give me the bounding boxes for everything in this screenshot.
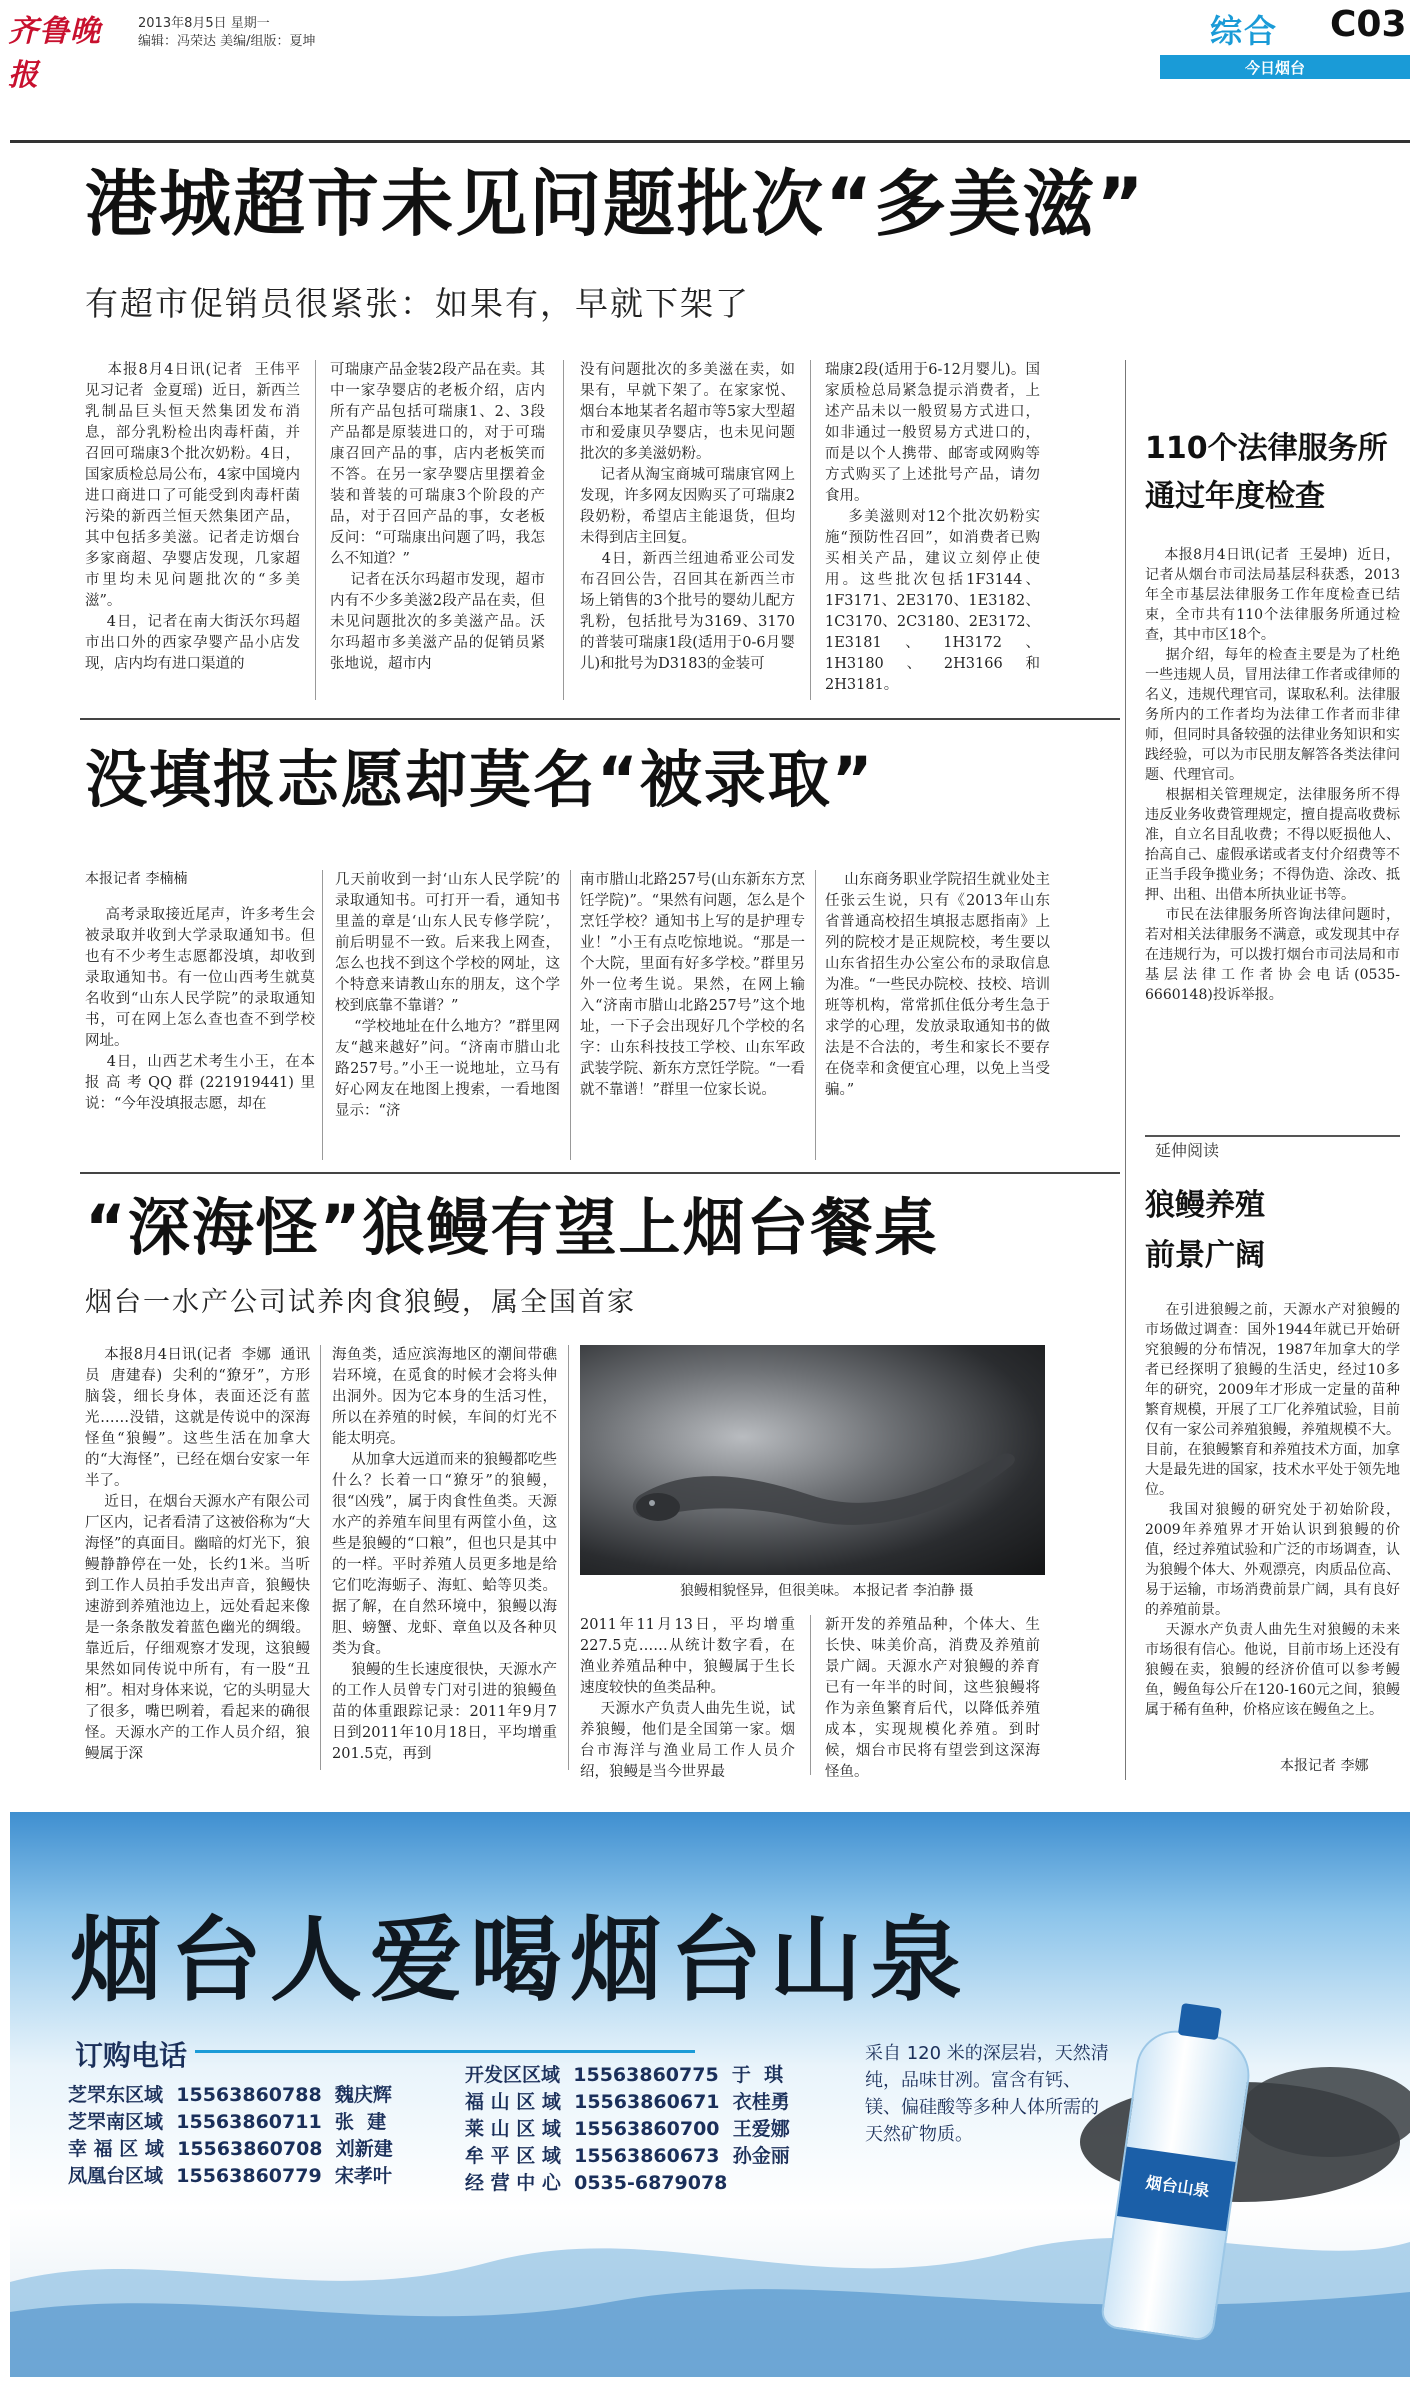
sidebar1-text: 本报8月4日讯(记者 王晏坤) 近日，记者从烟台市司法局基层科获悉，2013年全市基层法律服务工作年度检查已结束，全市共有110个法律服务所通过检查，其中市区18个。 据介绍，每年的检查主要是为了杜绝一些违规人员，冒用法律工作者或律师的名义，违规代理官司，谋取私利。法律服务所内的工作者均为法律工作者而非律师，但同时具备较强的法律业务知识和实践经验，可以为市民朋友解答各类法律问题、代理官司。 根据相关管理规定，法律服务所不得违反业务收费管理规定，擅自提高收费标准，自立名目乱收费；不得以贬损他人、抬高自己、虚假承诺或者支付介绍费等不正当手段争揽业务；不得伪造、涂改、抵押、出租、出借本所执业证书等。 市民在法律服务所咨询法律问题时，若对相关法律服务不满意，或发现其中存在违规行为，可以拨打烟台市司法局和市基层法律工作者协会电话(0535-6660148)投诉举报。 xyxy=(1145,547,1400,1003)
phone-area: 莱 山 区 域 xyxy=(465,2118,561,2140)
article1-subhead: 有超市促销员很紧张：如果有，早就下架了 xyxy=(85,284,750,323)
phone-number: 0535-6879078 xyxy=(574,2172,728,2194)
column-rule xyxy=(315,360,316,700)
phone-number: 15563860711 xyxy=(176,2111,322,2133)
column-rule xyxy=(815,870,816,1160)
phone-row xyxy=(68,2080,392,2107)
bottle-cap xyxy=(1178,2003,1222,2040)
phone-contact: 宋孝叶 xyxy=(334,2165,392,2187)
sidebar2-title-line2: 前景广阔 xyxy=(1145,1238,1265,1273)
ad-headline: 烟台人爱喝烟台山泉 xyxy=(70,1906,971,2014)
phone-contact: 孙金丽 xyxy=(732,2145,790,2167)
phone-area: 经 营 中 心 xyxy=(465,2172,561,2194)
article2-col4: 山东商务职业学院招生就业处主任张云生说，只有《2013年山东省普通高校招生填报志愿指南》上列的院校才是正规院校，考生要以山东省招生办公室公布的录取信息为准。“一些民办院校、技校、培训班等机构，常常抓住低分考生急于求学的心理，发放录取通知书的做法是不合法的，考生和家长不要存在侥幸和贪便宜心理，以免上当受骗。” xyxy=(825,872,1051,1098)
phone-area: 凤凰台区域 xyxy=(68,2165,164,2187)
phone-area: 芝罘东区域 xyxy=(68,2084,164,2106)
article1-col1: 本报8月4日讯(记者 王伟平 见习记者 金夏瑶) 近日，新西兰乳制品巨头恒天然集团发布消息，部分乳粉检出肉毒杆菌，并召回可瑞康3个批次奶粉。4日，国家质检总局公布，4家中国境内进口商进口了可能受到肉毒杆菌污染的新西兰恒天然集团产品，其中包括多美滋。记者走访烟台多家商超、孕婴店发现，几家超市里均未见问题批次的“多美滋”。 4日，记者在南大街沃尔玛超市出口外的西家孕婴产品小店发现，店内均有进口渠道的 xyxy=(85,362,301,672)
article2-byline: 本报记者 李楠楠 xyxy=(85,871,188,887)
article3-subhead: 烟台一水产公司试养肉食狼鳗，属全国首家 xyxy=(85,1287,636,1318)
phone-contact: 王爱娜 xyxy=(732,2118,790,2140)
phone-number: 15563860775 xyxy=(573,2064,719,2086)
photo-caption: 狼鳗相貌怪异，但很美味。 本报记者 李泊静 摄 xyxy=(680,1583,974,1599)
phone-row xyxy=(68,2134,393,2161)
article3-col3: 2011年11月13日，平均增重227.5克……从统计数字看，在渔业养殖品种中，狼鳗属于生长速度较快的鱼类品种。 天源水产负责人曲先生说，试养狼鳗，他们是全国第一家。烟台市海洋与渔业局工作人员介绍，狼鳗是当今世界最 xyxy=(580,1617,795,1780)
eel-silhouette xyxy=(580,1345,1045,1575)
sidebar2-byline: 本报记者 李娜 xyxy=(1280,1758,1369,1774)
masthead-logo: 齐鲁晚报 xyxy=(8,14,101,93)
article1-headline: 港城超市未见问题批次“多美滋” xyxy=(85,162,1146,246)
article3-col1: 本报8月4日讯(记者 李娜 通讯员 唐建春) 尖利的“獠牙”，方形脑袋，细长身体，表面还泛有蓝光……没错，这就是传说中的深海怪鱼“狼鳗”。这些生活在加拿大的“大海怪”，已经在烟台安家一年半了。 近日，在烟台天源水产有限公司厂区内，记者看清了这被俗称为“大海怪”的真面目。幽暗的灯光下，狼鳗静静停在一处，长约1米。当听到工作人员拍手发出声音，狼鳗快速游到养殖池边上，远处看起来像是一条条散发着蓝色幽光的绸缎。靠近后，仔细观察才发现，这狼鳗果然如同传说中所有，有一股“丑相”。相对身体来说，它的头明显大了很多，嘴巴咧着，看起来的确很怪。天源水产的工作人员介绍，狼鳗属于深 xyxy=(85,1347,311,1762)
article2-headline: 没填报志愿却莫名“被录取” xyxy=(85,743,875,816)
phone-area: 芝罘南区域 xyxy=(68,2111,164,2133)
section-title: 综合 xyxy=(1210,12,1279,50)
phone-number: 15563860673 xyxy=(574,2145,720,2167)
article2-col1: 高考录取接近尾声，许多考生会被录取并收到大学录取通知书。但也有不少考生志愿都没填，却收到录取通知书。有一位山西考生就莫名收到“山东人民学院”的录取通知书，可在网上怎么查也查不到学校网址。 4日，山西艺术考生小王，在本报高考QQ群(221919441)里说：“今年没填报志愿，却在 xyxy=(85,907,316,1112)
water-ad xyxy=(10,1812,1410,2377)
phone-row xyxy=(465,2141,790,2168)
phone-row xyxy=(68,2107,386,2134)
phone-number: 15563860671 xyxy=(574,2091,720,2113)
order-label: 订购电话 xyxy=(75,2039,188,2072)
wolf-eel-photo xyxy=(580,1345,1045,1575)
column-rule xyxy=(810,360,811,700)
phone-number: 15563860788 xyxy=(176,2084,322,2106)
article1-col2: 可瑞康产品金装2段产品在卖。其中一家孕婴店的老板介绍，店内所有产品包括可瑞康1、2、3段产品都是原装进口的，对于可瑞康召回产品的事，店内老板笑而不答。在另一家孕婴店里摆着金装和普装的可瑞康3个阶段的产品，对于召回产品的事，女老板反问：“可瑞康出问题了吗，我怎么不知道？” 记者在沃尔玛超市发现，超市内有不少多美滋2段产品在卖，但未见问题批次的多美滋产品。沃尔玛超市多美滋产品的促销员紧张地说，超市内 xyxy=(330,362,545,672)
phone-number: 15563860708 xyxy=(177,2138,323,2160)
section-rule xyxy=(80,1172,1120,1174)
sidebar2-title-line1: 狼鳗养殖 xyxy=(1145,1188,1265,1223)
phone-area: 福 山 区 域 xyxy=(465,2091,561,2113)
article3-col2: 海鱼类，适应滨海地区的潮间带礁岩环境，在觅食的时候才会将头伸出洞外。因为它本身的生活习性，所以在养殖的时候，车间的灯光不能太明亮。 从加拿大远道而来的狼鳗都吃些什么？长着一口“獠牙”的狼鳗，很“凶残”，属于肉食性鱼类。天源水产的养殖车间里有两筐小鱼，这些是狼鳗的“口粮”，但也只是其中的一样。平时养殖人员更多地是给它们吃海蛎子、海虹、蛤等贝类。据了解，在自然环境中，狼鳗以海胆、螃蟹、龙虾、章鱼以及各种贝类为食。 狼鳗的生长速度很快，天源水产的工作人员曾专门对引进的狼鳗鱼苗的体重跟踪记录：2011年9月7日到2011年10月18日，平均增重201.5克，再到 xyxy=(332,1347,558,1762)
header-rule xyxy=(10,140,1410,143)
sidebar2-label: 延伸阅读 xyxy=(1155,1141,1220,1160)
phone-row xyxy=(465,2168,727,2195)
column-rule xyxy=(568,1345,569,1770)
sidebar2-text: 在引进狼鳗之前，天源水产对狼鳗的市场做过调查：国外1944年就已开始研究狼鳗的分布情况，1987年加拿大的学者已经探明了狼鳗的生活史，经过10多年的研究，2009年才形成一定量的苗种繁育规模，开展了工厂化养殖试验，目前仅有一家公司养殖狼鳗，养殖规模不大。目前，在狼鳗繁育和养殖技术方面，加拿大是最先进的国家，技术水平处于领先地位。 我国对狼鳗的研究处于初始阶段，2009年养殖界才开始认识到狼鳗的价值，经过养殖试验和广泛的市场调查，认为狼鳗个体大、外观漂亮，肉质品位高、易于运输，市场消费前景广阔，具有良好的养殖前景。 天源水产负责人曲先生对狼鳗的未来市场很有信心。他说，目前市场上还没有狼鳗在卖，狼鳗的经济价值可以参考鳗鱼，鳗鱼每公斤在120-160元之间，狼鳗属于稀有鱼种，价格应该在鳗鱼之上。 xyxy=(1145,1302,1400,1718)
bottle-label-text: 烟台山泉 xyxy=(1144,2172,1211,2201)
article2-col2: 几天前收到一封‘山东人民学院’的录取通知书。可打开一看，通知书里盖的章是‘山东人民专修学院’，前后明显不一致。后来我上网查，怎么也找不到这个学校的网址，这个特意来请教山东的朋友，这个学校到底靠不靠谱？” “学校地址在什么地方？”群里网友“越来越好”问。“济南市腊山北路257号。”小王一说地址，立马有好心网友在地图上搜索，一看地图显示：“济 xyxy=(335,872,560,1119)
page-number: C03 xyxy=(1330,4,1407,45)
section-rule xyxy=(80,718,1120,720)
column-rule xyxy=(570,870,571,1160)
ad-tagline: 采自 120 米的深层岩，天然清纯，品味甘冽。富含有钙、镁、偏硅酸等多种人体所需的天然矿物质。 xyxy=(865,2043,1109,2145)
phone-contact: 衣桂勇 xyxy=(732,2091,790,2113)
phone-contact: 于 琪 xyxy=(731,2064,784,2086)
sidebar1-title-line1: 110个法律服务所 xyxy=(1145,431,1388,466)
article2-col3: 南市腊山北路257号(山东新东方烹饪学院)”。“果然有问题，怎么是个烹饪学校？通知书上写的是护理专业！”小王有点吃惊地说。“那是一个大院，里面有好多学校。”群里另外一位考生说。果然，在网上输入“济南市腊山北路257号”这个地址，一下子会出现好几个学校的名字：山东科技技工学校、山东军政武装学院、新东方烹饪学院。“一看就不靠谱！”群里一位家长说。 xyxy=(580,872,805,1098)
article3-col4: 新开发的养殖品种，个体大、生长快、味美价高，消费及养殖前景广阔。天源水产对狼鳗的养育已有一年半的时间，这些狼鳗将作为亲鱼繁育后代，以降低养殖成本，实现规模化养殖。到时候，烟台市民将有望尝到这深海怪鱼。 xyxy=(825,1617,1040,1780)
sidebar1-title-line2: 通过年度检查 xyxy=(1145,479,1325,514)
sidebar-rule xyxy=(1125,360,1126,1780)
phone-contact: 张 建 xyxy=(334,2111,387,2133)
article1-col4: 瑞康2段(适用于6-12月婴儿)。国家质检总局紧急提示消费者，上述产品未以一般贸易方式进口，如非通过一般贸易方式进口的，而是以个人携带、邮寄或网购等方式购买了上述批号产品，请勿食用。 多美滋则对12个批次奶粉实施“预防性召回”，如消费者已购买相关产品，建议立刻停止使用。这些批次包括1F3144、1F3171、2E3170、1E3182、1C3170、2C3180、2E3172、1E3181、1H3172、1H3180、2H3166和2H3181。 xyxy=(825,362,1041,693)
phone-row xyxy=(465,2114,790,2141)
column-rule xyxy=(563,360,564,700)
phone-row xyxy=(465,2060,783,2087)
date-line: 2013年8月5日 星期一 xyxy=(138,16,270,31)
order-label-bar xyxy=(195,2050,695,2053)
phone-number: 15563860779 xyxy=(176,2165,322,2187)
column-rule xyxy=(810,1615,811,1775)
phone-contact: 刘新建 xyxy=(335,2138,393,2160)
phone-row xyxy=(465,2087,790,2114)
phone-area: 牟 平 区 域 xyxy=(465,2145,561,2167)
article1-col3: 没有问题批次的多美滋在卖，如果有，早就下架了。在家家悦、烟台本地某者名超市等5家大型超市和爱康贝孕婴店，也未见问题批次的多美滋奶粉。 记者从淘宝商城可瑞康官网上发现，许多网友因购买了可瑞康2段奶粉，希望店主能退货，但均未得到店主回复。 4日，新西兰纽迪希亚公司发布召回公告，召回其在新西兰市场上销售的3个批号的婴幼儿配方乳粉，包括批号为3169、3170的普装可瑞康1段(适用于0-6月婴儿)和批号为D3183的金装可 xyxy=(580,362,796,672)
column-rule xyxy=(322,870,323,1160)
phone-area: 开发区区域 xyxy=(465,2064,561,2086)
phone-contact: 魏庆辉 xyxy=(334,2084,392,2106)
article3-headline: “深海怪”狼鳗有望上烟台餐桌 xyxy=(85,1191,939,1264)
column-rule xyxy=(320,1345,321,1770)
phone-row xyxy=(68,2161,392,2188)
editor-line: 编辑：冯荣达 美编/组版：夏坤 xyxy=(138,34,316,49)
phone-number: 15563860700 xyxy=(574,2118,720,2140)
phone-area: 幸 福 区 域 xyxy=(68,2138,164,2160)
subsection-label: 今日烟台 xyxy=(1245,59,1306,77)
